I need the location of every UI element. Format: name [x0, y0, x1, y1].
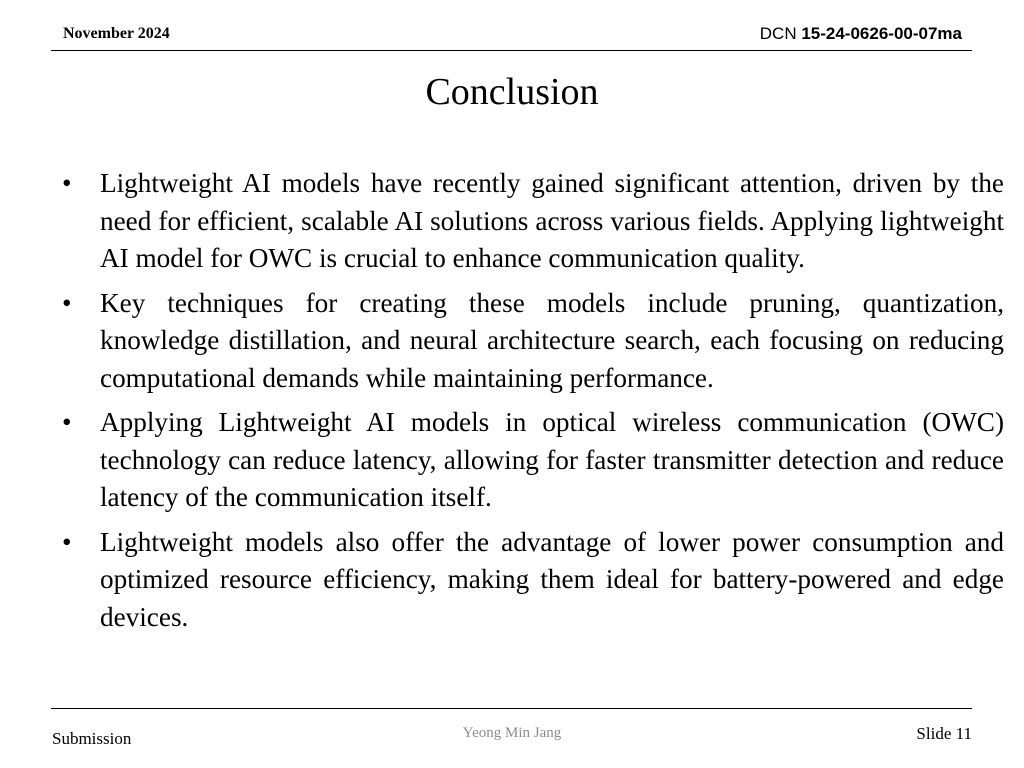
dcn-prefix: DCN [759, 24, 802, 43]
header-divider [51, 50, 972, 51]
bullet-text: Key techniques for creating these models include pruning, quantization, knowledge distillation, and neural architecture search, each focusing on reducing computational demands while maintaining performance. [100, 287, 1004, 393]
bullet-text: Lightweight models also offer the advantage of lower power consumption and optimized resource efficiency, making them ideal for battery-powered and edge devices. [100, 526, 1004, 632]
bullet-item [56, 285, 1004, 398]
footer-submission: Submission [52, 729, 132, 748]
bullet-list [56, 165, 1004, 643]
bullet-text: Lightweight AI models have recently gained significant attention, driven by the need for efficient, scalable AI solutions across various fields. Applying lightweight AI model for OWC is crucial to enhance communication quality. [100, 168, 1004, 273]
bullet-item [56, 404, 1004, 517]
bullet-item [56, 165, 1004, 278]
bullet-icon: • [62, 407, 72, 437]
bullet-icon: • [62, 287, 72, 318]
footer-author: Yeong Min Jang [462, 725, 562, 741]
bullet-icon: • [62, 526, 72, 557]
footer-divider [51, 708, 972, 709]
slide-number: Slide 11 [916, 724, 972, 743]
header-dcn [760, 24, 962, 44]
dcn-number: 15-24-0626-00-07ma [801, 24, 962, 43]
header-date: November 2024 [63, 25, 170, 42]
slide-title: Conclusion [425, 71, 599, 113]
bullet-item [56, 524, 1004, 637]
bullet-icon: • [62, 168, 72, 198]
bullet-text: Applying Lightweight AI models in optical wireless communication (OWC) technology can reduce latency, allowing for faster transmitter detection and reduce latency of the communication itself. [100, 407, 1004, 512]
